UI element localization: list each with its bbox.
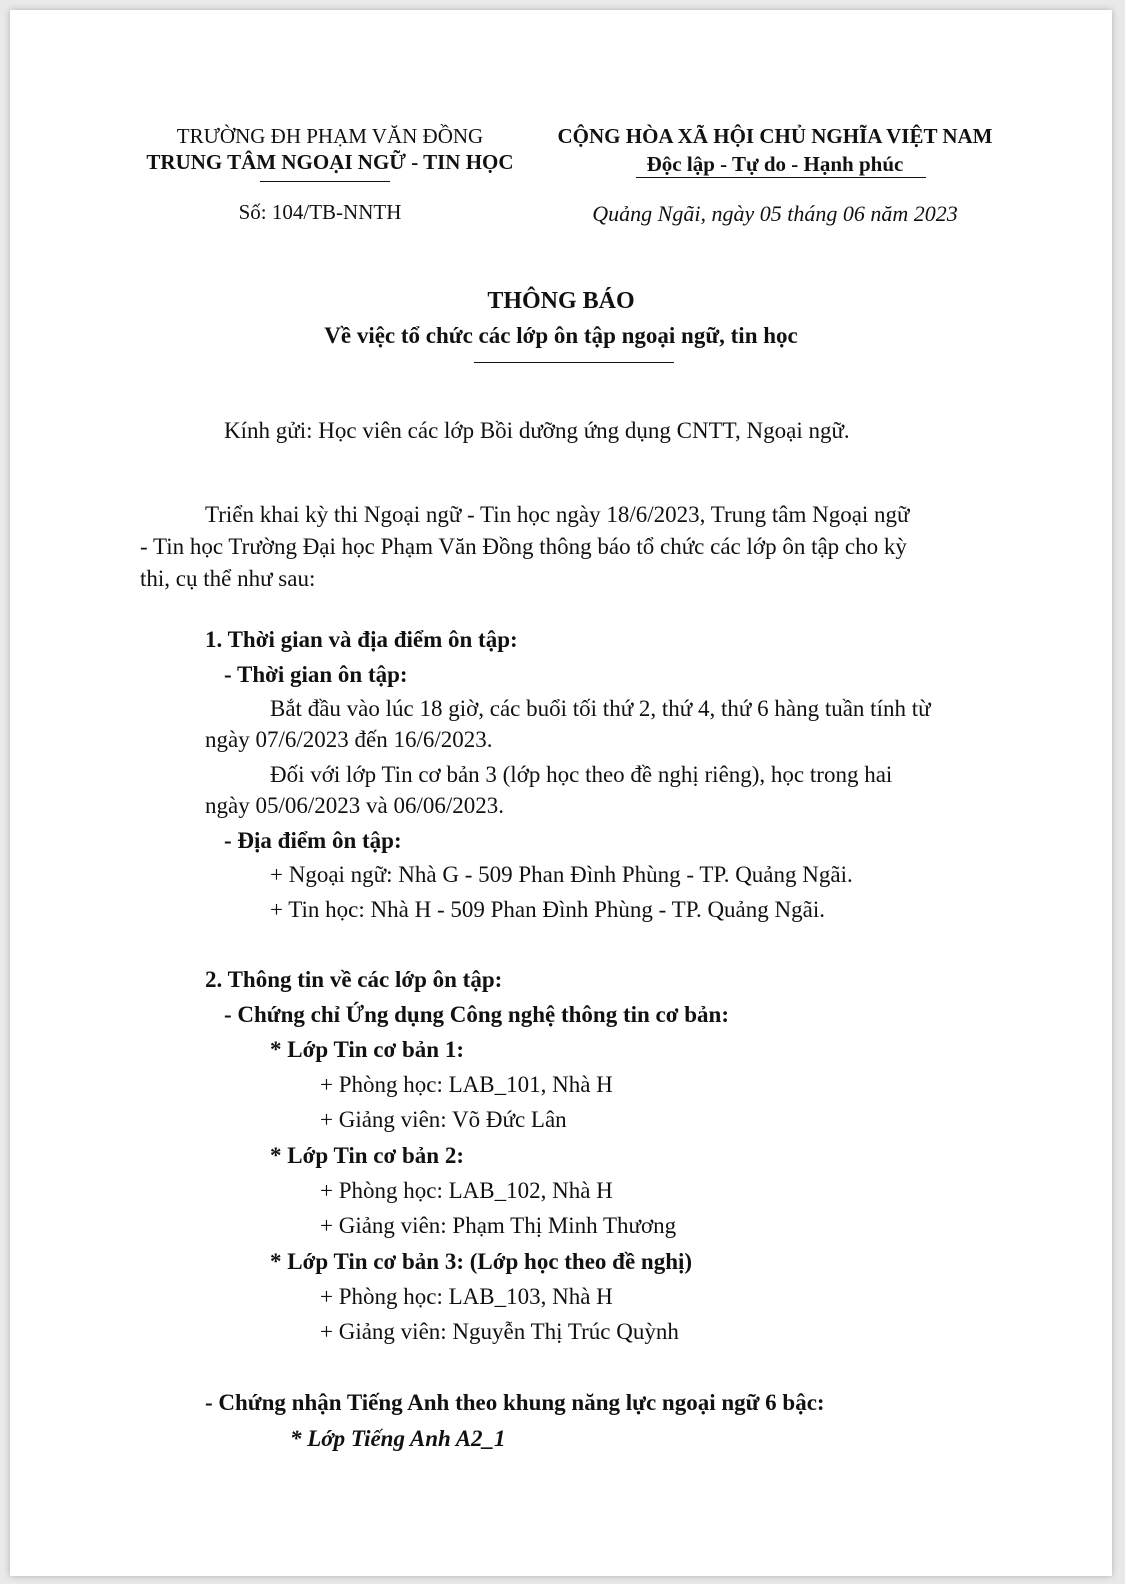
section2-it-heading: - Chứng chỉ Ứng dụng Công nghệ thông tin cơ bản: <box>224 1002 729 1027</box>
class-2-room: + Phòng học: LAB_102, Nhà H <box>320 1178 613 1203</box>
title-rule <box>474 362 674 363</box>
place-date: Quảng Ngãi, ngày 05 tháng 06 năm 2023 <box>592 201 958 226</box>
header-left-line1: TRƯỜNG ĐH PHẠM VĂN ĐỒNG <box>176 124 484 148</box>
recipient-line: Kính gửi: Học viên các lớp Bồi dưỡng ứng dụng CNTT, Ngoại ngữ. <box>224 418 850 443</box>
class-2-name: * Lớp Tin cơ bản 2: <box>270 1143 464 1168</box>
section1-heading: 1. Thời gian và địa điểm ôn tập: <box>205 627 518 652</box>
class-1-teacher: + Giảng viên: Võ Đức Lân <box>320 1107 567 1132</box>
section1-place-1: + Ngoại ngữ: Nhà G - 509 Phan Đình Phùng - TP. Quảng Ngãi. <box>270 862 853 887</box>
intro-line-1: Triển khai kỳ thi Ngoại ngữ - Tin học ngày 18/6/2023, Trung tâm Ngoại ngữ <box>205 502 910 527</box>
class-1-room: + Phòng học: LAB_101, Nhà H <box>320 1072 613 1097</box>
section2-heading: 2. Thông tin về các lớp ôn tập: <box>205 967 503 992</box>
header-right-line2: Độc lập - Tự do - Hạnh phúc <box>646 152 904 176</box>
section1-time-p2-line1: Đối với lớp Tin cơ bản 3 (lớp học theo đề nghị riêng), học trong hai <box>270 762 893 787</box>
class-3-name: * Lớp Tin cơ bản 3: (Lớp học theo đề nghị) <box>270 1249 693 1274</box>
section1-time-p1-line1: Bắt đầu vào lúc 18 giờ, các buổi tối thứ 2, thứ 4, thứ 6 hàng tuần tính từ <box>270 696 931 721</box>
section1-time-p1-line2: ngày 07/6/2023 đến 16/6/2023. <box>205 727 493 752</box>
header-left-rule <box>260 181 390 182</box>
doc-number: Số: 104/TB-NNTH <box>238 200 402 224</box>
class-3-teacher: + Giảng viên: Nguyễn Thị Trúc Quỳnh <box>320 1319 679 1344</box>
doc-subtitle: Về việc tổ chức các lớp ôn tập ngoại ngữ, tin học <box>324 323 798 348</box>
section1-time-p2-line2: ngày 05/06/2023 và 06/06/2023. <box>205 793 504 818</box>
intro-line-3: thi, cụ thể như sau: <box>140 566 316 591</box>
section2-english-heading: - Chứng nhận Tiếng Anh theo khung năng lực ngoại ngữ 6 bậc: <box>205 1390 825 1415</box>
header-right-rule <box>636 177 926 178</box>
header-right-line1: CỘNG HÒA XÃ HỘI CHỦ NGHĨA VIỆT NAM <box>557 124 993 148</box>
class-3-room: + Phòng học: LAB_103, Nhà H <box>320 1284 613 1309</box>
doc-title: THÔNG BÁO <box>487 288 635 314</box>
class-2-teacher: + Giảng viên: Phạm Thị Minh Thương <box>320 1213 677 1238</box>
class-1-name: * Lớp Tin cơ bản 1: <box>270 1037 464 1062</box>
section1-time-heading: - Thời gian ôn tập: <box>224 662 408 687</box>
header-left-line2: TRUNG TÂM NGOẠI NGỮ - TIN HỌC <box>146 150 514 174</box>
english-class-1: * Lớp Tiếng Anh A2_1 <box>290 1426 506 1451</box>
intro-line-2: - Tin học Trường Đại học Phạm Văn Đồng thông báo tổ chức các lớp ôn tập cho kỳ <box>140 534 907 559</box>
section1-place-2: + Tin học: Nhà H - 509 Phan Đình Phùng - TP. Quảng Ngãi. <box>270 897 825 922</box>
section1-place-heading: - Địa điểm ôn tập: <box>224 828 402 853</box>
document-page <box>10 10 1112 1576</box>
